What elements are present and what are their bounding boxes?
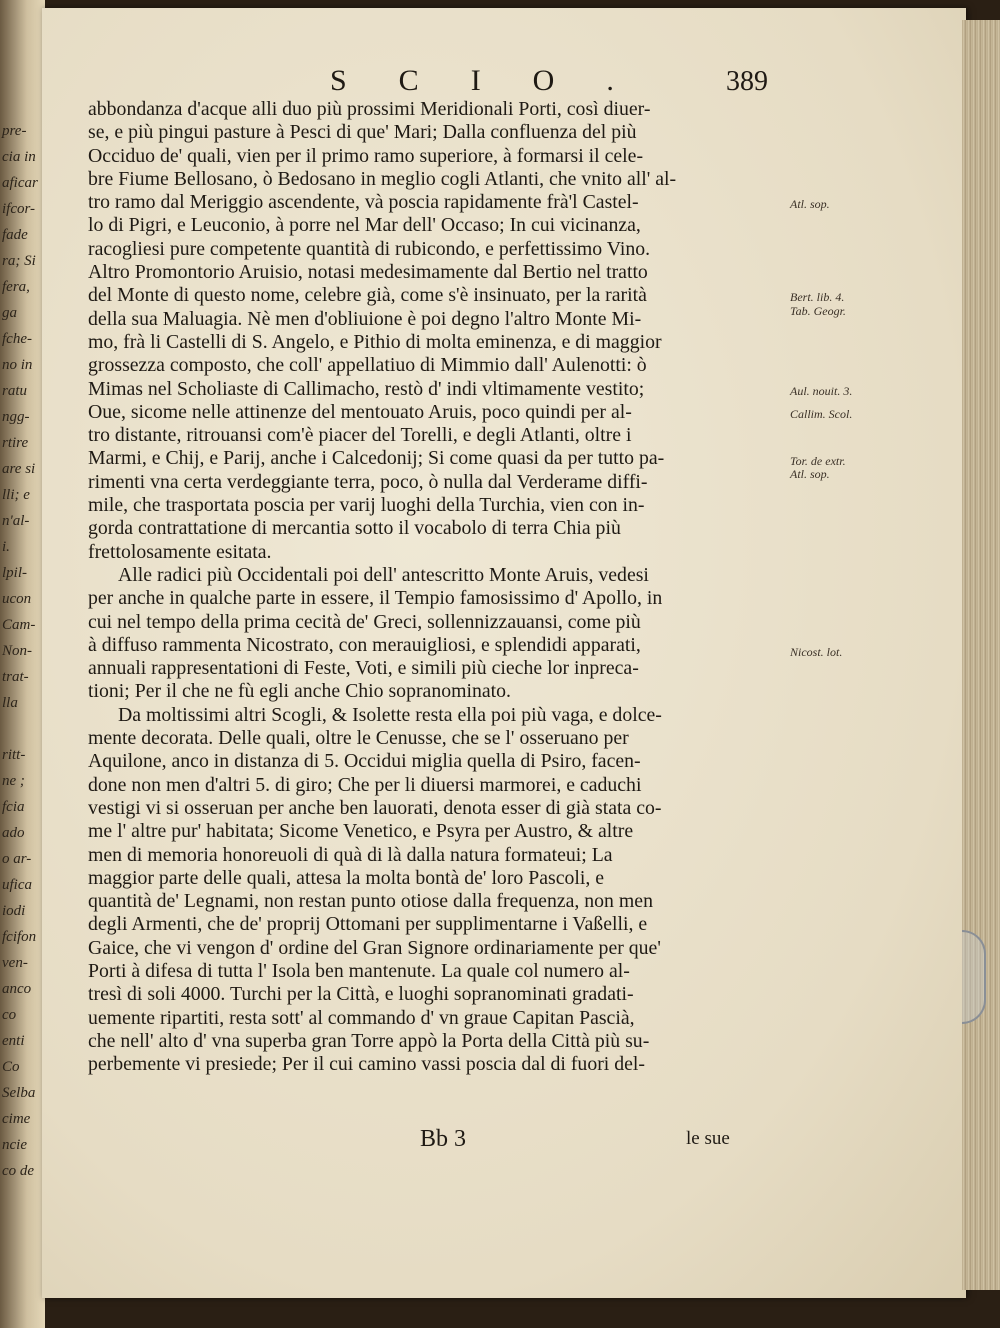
running-title: SCIO. (330, 64, 666, 97)
text-line: bre Fiume Bellosano, ò Bedosano in meglio cogli Atlanti, che vnito all' al- (88, 167, 677, 190)
fragment-line: ratu (2, 383, 28, 399)
text-line: lo di Pigri, e Leuconio, à porre nel Mar dell' Occaso; In cui vicinanza, (88, 214, 641, 237)
fragment-line: Selba (2, 1085, 36, 1101)
side-note: Callim. Scol. (790, 406, 853, 421)
fragment-line: lla (2, 695, 18, 711)
text-line: Da moltissimi altri Scogli, & Isolette resta ella poi più vaga, e dolce- (118, 703, 662, 726)
fragment-line: trat- (2, 669, 29, 685)
fragment-line: iodi (2, 903, 26, 919)
text-line: annuali rappresentationi di Feste, Voti, e simili più cieche lor inpreca- (88, 657, 639, 680)
fragment-line: ifcor- (2, 201, 36, 217)
text-line: vestigi vi si osseruan per anche ben lauorati, denota esser di già stata co- (88, 796, 662, 819)
catchword: le sue (686, 1128, 730, 1149)
side-note: Atl. sop. (790, 467, 830, 482)
fragment-line: rtire (2, 435, 29, 451)
fragment-line: ncie (2, 1137, 27, 1153)
fragment-line: Cam- (2, 617, 36, 633)
fragment-line: fche- (2, 331, 32, 347)
fragment-line: cia in (2, 149, 36, 165)
text-line: mo, frà li Castelli di S. Angelo, e Pithio di molta eminenza, e di maggior (88, 330, 662, 353)
fragment-line: fade (2, 227, 28, 243)
fragment-line (0, 716, 45, 742)
text-line: Oue, sicome nelle attinenze del mentouato Aruis, poco quindi per al- (88, 400, 632, 423)
text-line: degli Armenti, che de' proprij Ottomani per supplimentarne i Vaßelli, e (88, 913, 648, 936)
side-note: Atl. sop. (790, 197, 830, 212)
text-line: se, e più pingui pasture à Pesci di que' Mari; Dalla confluenza del più (88, 121, 637, 144)
text-line: à diffuso rammenta Nicostrato, con merauigliosi, e splendidi apparati, (88, 633, 641, 656)
text-line: della sua Maluagia. Nè men d'obliuione è poi degno l'altro Monte Mi- (88, 307, 642, 330)
text-line: gorda contrattatione di mercantia sotto il vocabolo di terra Chia più (88, 517, 621, 540)
fragment-line: co de (2, 1163, 35, 1179)
fragment-line: fcia (2, 799, 25, 815)
text-line: me l' altre pur' habitata; Sicome Venetico, e Psyra per Austro, & altre (88, 820, 634, 843)
fragment-line: ven- (2, 955, 28, 971)
fragment-line: anco (2, 981, 32, 997)
fragment-line: ga (2, 305, 17, 321)
fragment-line: ra; Si (2, 253, 36, 269)
text-line: del Monte di questo nome, celebre già, come s'è insinuato, per la rarità (88, 284, 647, 307)
page-number: 389 (726, 66, 768, 97)
text-line: maggior parte delle quali, attesa la molta bontà de' loro Pascoli, e (88, 866, 605, 889)
fragment-line: fera, (2, 279, 30, 295)
main-text-block (88, 98, 786, 1076)
text-line: che nell' alto d' vna superba gran Torre appò la Porta della Città più su- (88, 1029, 650, 1052)
text-line: quantità de' Legnami, non restan punto otiose dalla frequenza, non men (88, 890, 653, 913)
page-clip-tab (962, 930, 986, 1024)
fragment-line: co (2, 1007, 17, 1023)
fragment-line: n'al- (2, 513, 30, 529)
text-line: rimenti vna certa verdeggiante terra, poco, ò nulla dal Verderame diffi- (88, 470, 648, 493)
text-line: abbondanza d'acque alli duo più prossimi Meridionali Porti, così diuer- (88, 98, 651, 120)
text-line: Mimas nel Scholiaste di Callimacho, restò d' indi vltimamente vestito; (88, 377, 645, 400)
side-note: Tab. Geogr. (790, 304, 846, 319)
text-line: frettolosamente esitata. (88, 540, 272, 563)
text-line: Occiduo de' quali, vien per il primo ramo superiore, à formarsi il cele- (88, 144, 644, 167)
fragment-line: ufica (2, 877, 32, 893)
fragment-line: ngg- (2, 409, 30, 425)
fragment-line: Co (2, 1059, 20, 1075)
fragment-line: ucon (2, 591, 32, 607)
fragment-line: ritt- (2, 747, 26, 763)
side-note: Aul. nouit. 3. (790, 383, 853, 398)
text-line: Porti à difesa di tutta l' Isola ben mantenute. La quale col numero al- (88, 959, 630, 982)
fragment-line: o ar- (2, 851, 32, 867)
fragment-line: lpil- (2, 565, 27, 581)
facing-page-text-fragment (0, 118, 45, 1184)
fragment-line: pre- (2, 123, 27, 139)
fragment-line: lli; e (2, 487, 30, 503)
fragment-line: aficar (2, 175, 38, 191)
text-line: grossezza composto, che coll' appellatiuo di Mimmio dall' Aulenotti: ò (88, 354, 647, 377)
text-line: tro ramo dal Meriggio ascendente, và poscia rapidamente frà'l Castel- (88, 191, 639, 214)
side-note: Nicost. lot. (790, 644, 843, 659)
text-line: per anche in qualche parte in essere, il Tempio famosissimo d' Apollo, in (88, 587, 663, 610)
text-line: cui nel tempo della prima cecità de' Greci, sollennizzauansi, come più (88, 610, 641, 633)
fragment-line: ado (2, 825, 25, 841)
signature-mark: Bb 3 (420, 1126, 467, 1152)
fragment-line: cime (2, 1111, 31, 1127)
text-line: done non men d'altri 5. di giro; Che per li diuersi marmorei, e caduchi (88, 773, 642, 796)
text-line: mente decorata. Delle quali, oltre le Cenusse, che se l' osseruano per (88, 727, 629, 750)
facing-page-edge (0, 0, 45, 1328)
text-line: mile, che trasportata poscia per varij luoghi della Turchia, vien con in- (88, 494, 645, 517)
text-line: Alle radici più Occidentali poi dell' antescritto Monte Aruis, vedesi (118, 563, 649, 586)
text-line: men di memoria honoreuoli di quà di là dalla natura formateui; La (88, 843, 613, 866)
side-note: Bert. lib. 4. (790, 290, 845, 305)
fragment-line: ne ; (2, 773, 25, 789)
fragment-line: no in (2, 357, 33, 373)
text-line: Gaice, che vi vengon d' ordine del Gran Signore ordinariamente per que' (88, 936, 661, 959)
text-line: tioni; Per il che ne fù egli anche Chio sopranominato. (88, 680, 511, 703)
fragment-line: fcifon (2, 929, 37, 945)
fragment-line: Non- (2, 643, 32, 659)
text-line: tro distante, ritrouansi com'è piacer del Torelli, e degli Atlanti, oltre i (88, 424, 632, 447)
page-fore-edge (962, 20, 1000, 1290)
text-line: Aquilone, anco in distanza di 5. Occidui miglia quella di Psiro, facen- (88, 750, 641, 773)
side-note: Tor. de extr. (790, 453, 846, 468)
fragment-line: i. (2, 539, 10, 555)
text-line: perbemente vi presiede; Per il cui camino vassi poscia dal di fuori del- (88, 1053, 645, 1076)
text-line: uemente ripartiti, resta sott' al commando d' vn graue Capitan Pascià, (88, 1006, 635, 1029)
fragment-line: enti (2, 1033, 25, 1049)
text-line: Marmi, e Chij, e Parij, anche i Calcedonij; Si come quasi da per tutto pa- (88, 447, 665, 470)
text-line: tresì di soli 4000. Turchi per la Città, e luoghi sopranominati gradati- (88, 983, 634, 1006)
text-line: racogliesi pure competente quantità di rubicondo, e perfettissimo Vino. (88, 237, 651, 260)
text-line: Altro Promontorio Aruisio, notasi medesimamente dal Bertio nel tratto (88, 261, 648, 284)
fragment-line: are si (2, 461, 36, 477)
